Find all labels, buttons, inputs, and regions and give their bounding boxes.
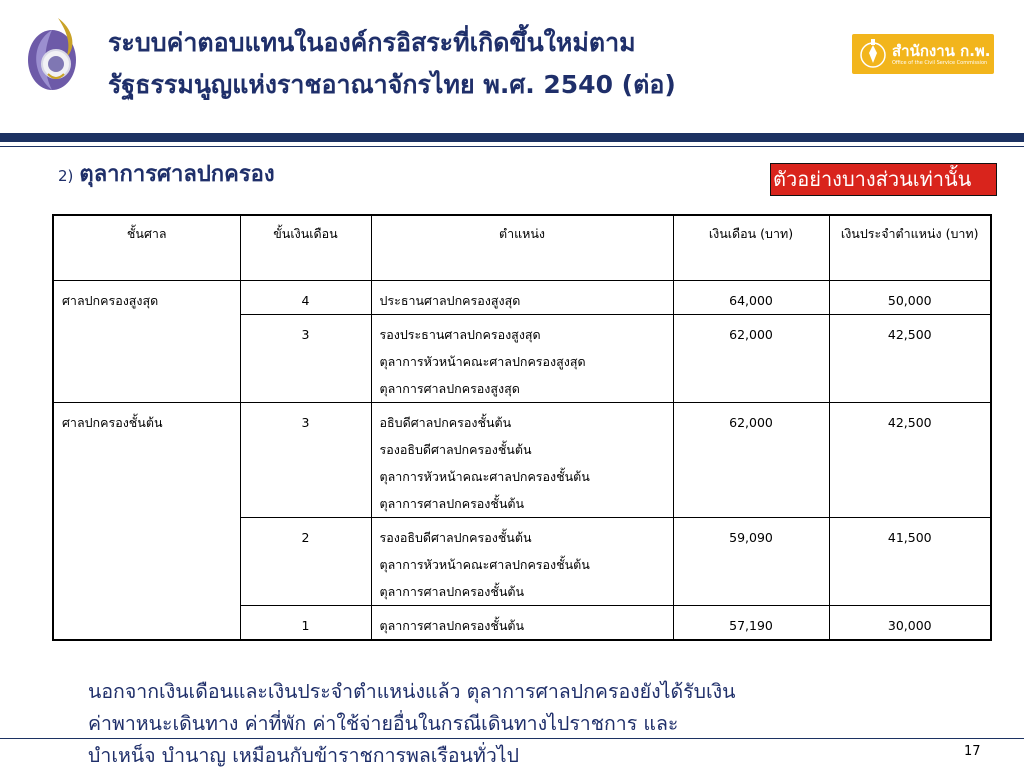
position-line: ประธานศาลปกครองสูงสุด <box>379 293 521 308</box>
ocsc-logo <box>852 34 994 74</box>
cell-allowance: 41,500 <box>829 518 991 606</box>
header-court-level: ชั้นศาล <box>53 215 240 281</box>
cell-level: 1 <box>240 606 371 641</box>
position-line: รองประธานศาลปกครองสูงสุด <box>379 327 541 342</box>
header-position: ตำแหน่ง <box>371 215 673 281</box>
court-first-instance: ศาลปกครองชั้นต้น <box>53 403 240 641</box>
table-row <box>53 281 991 315</box>
body-paragraph <box>88 676 988 772</box>
cell-salary: 59,090 <box>673 518 829 606</box>
header-position-allowance: เงินประจำตำแหน่ง (บาท) <box>829 215 991 281</box>
sample-only-tag <box>770 163 997 196</box>
footer-rule <box>0 738 1024 739</box>
cell-allowance: 50,000 <box>829 281 991 315</box>
cell-level: 2 <box>240 518 371 606</box>
seal-icon <box>858 37 888 71</box>
cell-salary: 62,000 <box>673 315 829 403</box>
sample-only-label: ตัวอย่างบางส่วนเท่านั้น <box>773 167 972 191</box>
position-line: ตุลาการศาลปกครองชั้นต้น <box>379 496 525 511</box>
body-line: บำเหน็จ บำนาญ เหมือนกับข้าราชการพลเรือนทั่วไป <box>88 744 519 767</box>
section-number: 2) <box>58 167 74 185</box>
page-title <box>108 22 828 106</box>
cell-allowance: 30,000 <box>829 606 991 641</box>
position-line: ตุลาการหัวหน้าคณะศาลปกครองชั้นต้น <box>379 469 590 484</box>
title-line-1: ระบบค่าตอบแทนในองค์กรอิสระที่เกิดขึ้นใหม่ตาม <box>108 28 636 57</box>
body-line: ค่าพาหนะเดินทาง ค่าที่พัก ค่าใช้จ่ายอื่นในกรณีเดินทางไปราชการ และ <box>88 712 679 735</box>
cell-salary: 62,000 <box>673 403 829 518</box>
cell-level: 3 <box>240 403 371 518</box>
cell-salary: 57,190 <box>673 606 829 641</box>
body-line: นอกจากเงินเดือนและเงินประจำตำแหน่งแล้ว ตุลาการศาลปกครองยังได้รับเงิน <box>88 680 736 703</box>
section-title: ตุลาการศาลปกครอง <box>79 162 275 187</box>
cell-positions <box>371 281 673 315</box>
header-salary-step: ขั้นเงินเดือน <box>240 215 371 281</box>
section-heading <box>58 156 275 191</box>
header-rule-thick <box>0 133 1024 142</box>
cell-level: 4 <box>240 281 371 315</box>
position-line: ตุลาการศาลปกครองสูงสุด <box>379 381 520 396</box>
header-salary: เงินเดือน (บาท) <box>673 215 829 281</box>
logo-subtext: Office of the Civil Service Commission <box>892 59 988 66</box>
court-supreme: ศาลปกครองสูงสุด <box>53 281 240 403</box>
position-line: ตุลาการศาลปกครองชั้นต้น <box>379 584 525 599</box>
position-line: อธิบดีศาลปกครองชั้นต้น <box>379 415 512 430</box>
cell-allowance: 42,500 <box>829 403 991 518</box>
cell-positions <box>371 606 673 641</box>
cell-positions <box>371 403 673 518</box>
cell-salary: 64,000 <box>673 281 829 315</box>
position-line: รองอธิบดีศาลปกครองชั้นต้น <box>379 442 532 457</box>
table-header-row <box>53 215 991 281</box>
position-line: ตุลาการหัวหน้าคณะศาลปกครองสูงสุด <box>379 354 586 369</box>
position-line: ตุลาการหัวหน้าคณะศาลปกครองชั้นต้น <box>379 557 590 572</box>
cell-positions <box>371 315 673 403</box>
cell-allowance: 42,500 <box>829 315 991 403</box>
logo-text: สำนักงาน ก.พ. <box>892 41 991 60</box>
salary-table <box>52 214 992 641</box>
title-line-2: รัฐธรรมนูญแห่งราชอาณาจักรไทย พ.ศ. 2540 (ต่อ) <box>108 70 676 99</box>
page-number: 17 <box>964 744 981 759</box>
table-row <box>53 403 991 518</box>
header-rule-thin <box>0 146 1024 147</box>
position-line: ตุลาการศาลปกครองชั้นต้น <box>379 618 525 633</box>
position-line: รองอธิบดีศาลปกครองชั้นต้น <box>379 530 532 545</box>
cell-positions <box>371 518 673 606</box>
cell-level: 3 <box>240 315 371 403</box>
emblem-logo <box>22 12 90 96</box>
